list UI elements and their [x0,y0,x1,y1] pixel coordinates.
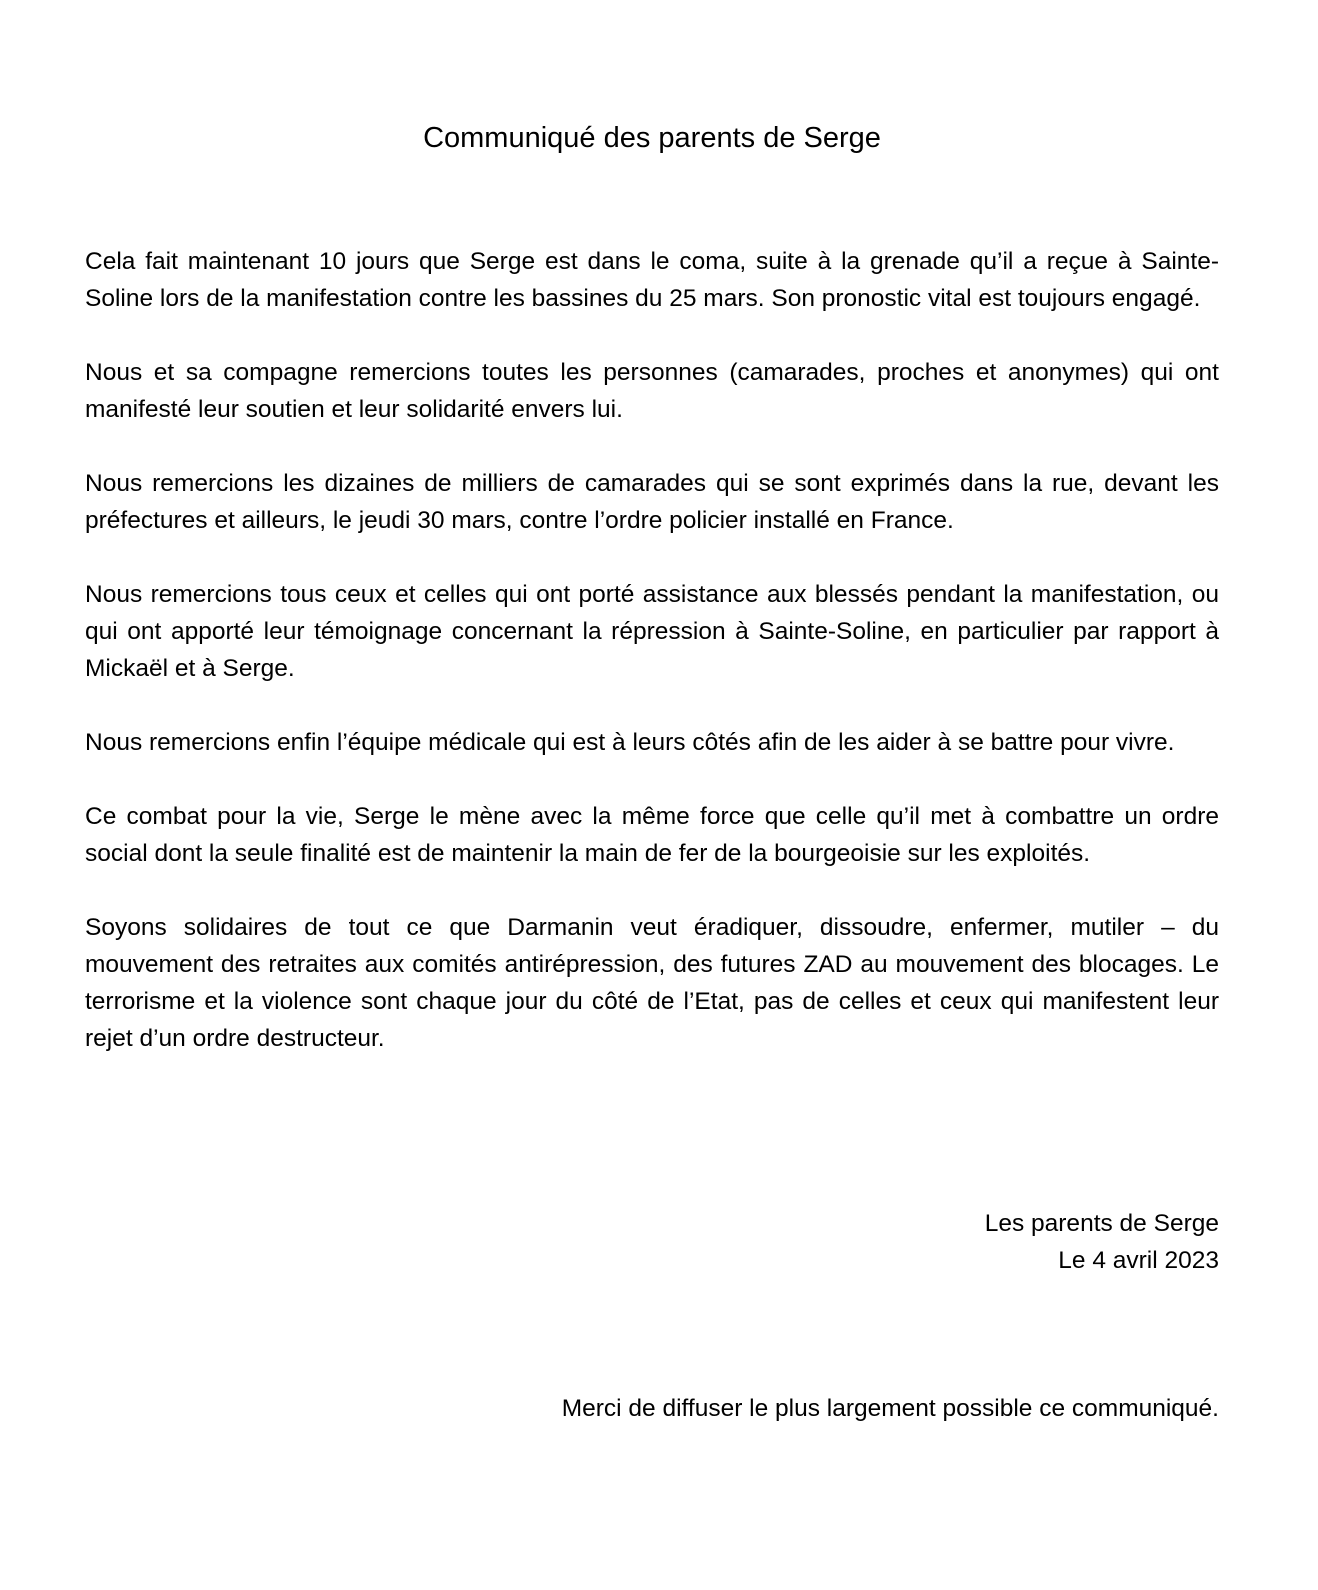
paragraph-7: Soyons solidaires de tout ce que Darmanin veut éradiquer, dissoudre, enfermer, mutiler – du mouvement des retraites aux comités antirépression, des futures ZAD au mouvement des blocages. Le terrorisme et la violence sont chaque jour du côté de l’Etat, pas de celles et ceux qui manifestent leur rejet d’un ordre destructeur. [85,914,1219,1052]
signature-author: Les parents de Serge [984,1210,1219,1237]
document-title: Communiqué des parents de Serge [423,122,881,154]
paragraph-4: Nous remercions tous ceux et celles qui ont porté assistance aux blessés pendant la manifestation, ou qui ont apporté leur témoignage concernant la répression à Sainte-Soline, en particulier par rapport à Mickaël et à Serge. [85,581,1219,682]
paragraph-3: Nous remercions les dizaines de milliers de camarades qui se sont exprimés dans la rue, devant les préfectures et ailleurs, le jeudi 30 mars, contre l’ordre policier installé en France. [85,470,1219,534]
document-page [85,0,1219,1590]
signature-date: Le 4 avril 2023 [1058,1247,1219,1274]
paragraph-6: Ce combat pour la vie, Serge le mène avec la même force que celle qu’il met à combattre un ordre social dont la seule finalité est de maintenir la main de fer de la bourgeoisie sur les exploités. [85,803,1219,867]
paragraph-2: Nous et sa compagne remercions toutes les personnes (camarades, proches et anonymes) qui ont manifesté leur soutien et leur solidarité envers lui. [85,359,1219,423]
paragraph-1: Cela fait maintenant 10 jours que Serge est dans le coma, suite à la grenade qu’il a reçue à Sainte-Soline lors de la manifestation contre les bassines du 25 mars. Son pronostic vital est toujours engagé. [85,248,1219,312]
paragraph-5: Nous remercions enfin l’équipe médicale qui est à leurs côtés afin de les aider à se battre pour vivre. [85,729,1175,756]
document-body [85,243,1219,1094]
footer-note: Merci de diffuser le plus largement possible ce communiqué. [561,1395,1219,1422]
signature-block [985,1205,1219,1279]
